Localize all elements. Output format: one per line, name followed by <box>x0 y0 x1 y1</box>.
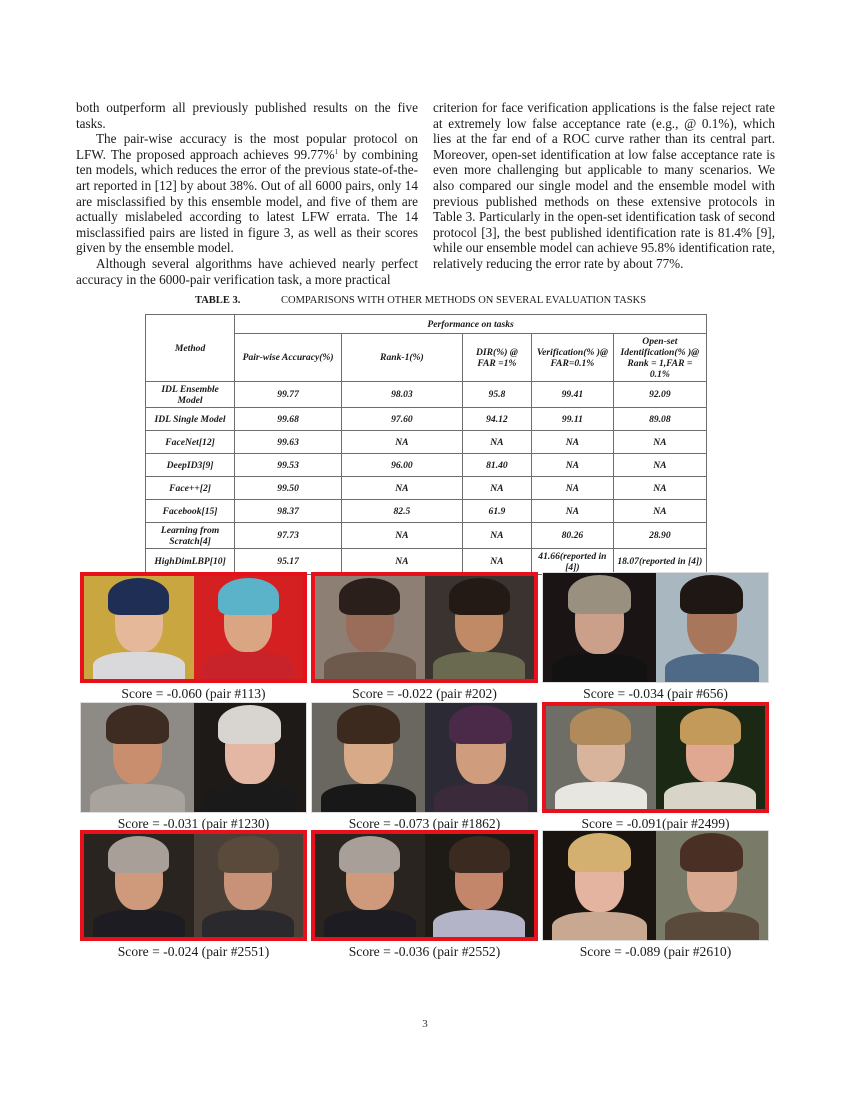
face-photo <box>194 576 304 679</box>
value-cell: 95.8 <box>462 382 531 408</box>
paragraph <box>76 131 418 256</box>
table-row <box>146 454 707 477</box>
value-cell: 99.53 <box>235 454 342 477</box>
method-cell: DeepID3[9] <box>146 454 235 477</box>
value-cell: NA <box>342 523 463 549</box>
mislabeled-pair-frame <box>311 572 538 683</box>
face-photo <box>81 703 194 812</box>
paragraph: Although several algorithms have achieved nearly perfect accuracy in the 6000-pair verification task, a more practical <box>76 255 418 287</box>
value-cell: NA <box>462 549 531 575</box>
value-cell: 99.77 <box>235 382 342 408</box>
value-cell: NA <box>613 454 706 477</box>
value-cell: NA <box>532 454 614 477</box>
value-cell: 99.63 <box>235 431 342 454</box>
value-cell: NA <box>532 477 614 500</box>
method-cell: FaceNet[12] <box>146 431 235 454</box>
value-cell: NA <box>613 500 706 523</box>
column-header: DIR(%) @ FAR =1% <box>462 334 531 382</box>
results-table <box>145 314 707 575</box>
column-header: Pair-wise Accuracy(%) <box>235 334 342 382</box>
value-cell: NA <box>532 431 614 454</box>
value-cell: 98.03 <box>342 382 463 408</box>
value-cell: NA <box>342 431 463 454</box>
value-cell: 98.37 <box>235 500 342 523</box>
method-header: Method <box>146 315 235 382</box>
face-photo <box>546 706 656 809</box>
column-header: Verification(% )@ FAR=0.1% <box>532 334 614 382</box>
column-header: Open-set Identification(% )@ Rank = 1,FAR = 0.1% <box>613 334 706 382</box>
pair-score-caption: Score = -0.091(pair #2499) <box>581 816 730 831</box>
table-label: TABLE 3. <box>195 295 241 306</box>
value-cell: 80.26 <box>532 523 614 549</box>
pair-score-caption: Score = -0.024 (pair #2551) <box>117 944 270 959</box>
value-cell: 41.66(reported in [4]) <box>532 549 614 575</box>
value-cell: NA <box>462 523 531 549</box>
face-photo <box>543 831 656 940</box>
value-cell: NA <box>462 431 531 454</box>
value-cell: 99.68 <box>235 408 342 431</box>
face-photo <box>543 573 656 682</box>
table-row <box>146 408 707 431</box>
paragraph: both outperform all previously published results on the five tasks. <box>76 100 418 131</box>
value-cell: NA <box>613 431 706 454</box>
face-photo <box>315 576 425 679</box>
face-photo <box>656 706 766 809</box>
pair-score-caption: Score = -0.089 (pair #2610) <box>579 944 732 959</box>
value-cell: 99.41 <box>532 382 614 408</box>
face-photo <box>312 703 425 812</box>
value-cell: 89.08 <box>613 408 706 431</box>
group-header: Performance on tasks <box>235 315 707 334</box>
pair-frame <box>542 572 769 683</box>
value-cell: 92.09 <box>613 382 706 408</box>
column-header: Rank-1(%) <box>342 334 463 382</box>
mislabeled-pair-frame <box>542 702 769 813</box>
mislabeled-pair-frame <box>80 572 307 683</box>
table-row <box>146 431 707 454</box>
value-cell: 96.00 <box>342 454 463 477</box>
footnote-marker: 1 <box>334 147 339 156</box>
face-photo <box>84 834 194 937</box>
face-photo <box>84 576 194 679</box>
table-title: COMPARISONS WITH OTHER METHODS ON SEVERAL EVALUATION TASKS <box>281 295 647 306</box>
value-cell: NA <box>532 500 614 523</box>
pair-score-caption: Score = -0.036 (pair #2552) <box>348 944 501 959</box>
method-cell: Face++[2] <box>146 477 235 500</box>
mislabeled-pair-frame <box>80 830 307 941</box>
paragraph-text: The pair-wise accuracy is the most popular protocol on LFW. The proposed approach achieves 99.77% <box>76 131 418 162</box>
value-cell: NA <box>462 477 531 500</box>
face-photo <box>194 703 307 812</box>
table-row <box>146 549 707 575</box>
pair-score-caption: Score = -0.031 (pair #1230) <box>117 816 270 831</box>
pair-score-caption: Score = -0.022 (pair #202) <box>352 686 497 701</box>
face-photo <box>656 831 769 940</box>
face-photo <box>425 834 535 937</box>
pair-score-caption: Score = -0.034 (pair #656) <box>583 686 728 701</box>
value-cell: NA <box>342 477 463 500</box>
paragraph: criterion for face verification applications is the false reject rate at extremely low false acceptance rate (e.g., @ 0.1%), which lies at the far end of a ROC curve rather than its central part. Moreover, open-set identification at low false acceptance rate is even more challenging but applicable to many scenarios. We also compared our single model and the ensemble model with previous published methods on these extensive protocols in Table 3. Particularly in the open-set identification task of second protocol [3], the best published identification rate is 81.4% [9], while our ensemble model can achieve 95.8% identification rate, relatively reducing the error rate by about 77%. <box>433 100 776 271</box>
value-cell: 61.9 <box>462 500 531 523</box>
pair-score-caption: Score = -0.073 (pair #1862) <box>348 816 501 831</box>
table-row <box>146 382 707 408</box>
value-cell: 81.40 <box>462 454 531 477</box>
value-cell: 94.12 <box>462 408 531 431</box>
pair-score-caption: Score = -0.060 (pair #113) <box>121 686 266 701</box>
value-cell: 99.50 <box>235 477 342 500</box>
pair-frame <box>311 702 538 813</box>
value-cell: 99.11 <box>532 408 614 431</box>
pair-frame <box>80 702 307 813</box>
value-cell: NA <box>613 477 706 500</box>
right-column <box>433 100 775 272</box>
value-cell: 95.17 <box>235 549 342 575</box>
method-cell: HighDimLBP[10] <box>146 549 235 575</box>
table-row <box>146 523 707 549</box>
method-cell: IDL Ensemble Model <box>146 382 235 408</box>
method-cell: Facebook[15] <box>146 500 235 523</box>
method-cell: IDL Single Model <box>146 408 235 431</box>
face-photo <box>656 573 769 682</box>
paragraph-text: by combining ten models, which reduces the error of the previous state-of-the-art reported in [12] by about 38%. Out of all 6000 pairs, only 14 are misclassified by this ensemble model, and five of them are actually mislabeled according to latest LFW errata. The 14 misclassified pairs are listed in figure 3, as well as their scores given by the ensemble model. <box>76 146 418 256</box>
pair-frame <box>542 830 769 941</box>
value-cell: 82.5 <box>342 500 463 523</box>
face-photo <box>425 576 535 679</box>
value-cell: 97.60 <box>342 408 463 431</box>
value-cell: NA <box>342 549 463 575</box>
value-cell: 28.90 <box>613 523 706 549</box>
value-cell: 18.07(reported in [4]) <box>613 549 706 575</box>
face-photo <box>194 834 304 937</box>
page-number: 3 <box>422 1018 428 1030</box>
method-cell: Learning from Scratch[4] <box>146 523 235 549</box>
mislabeled-pair-frame <box>311 830 538 941</box>
face-photo <box>315 834 425 937</box>
value-cell: 97.73 <box>235 523 342 549</box>
table-row <box>146 500 707 523</box>
table-row <box>146 477 707 500</box>
left-column <box>76 100 418 287</box>
face-photo <box>425 703 538 812</box>
